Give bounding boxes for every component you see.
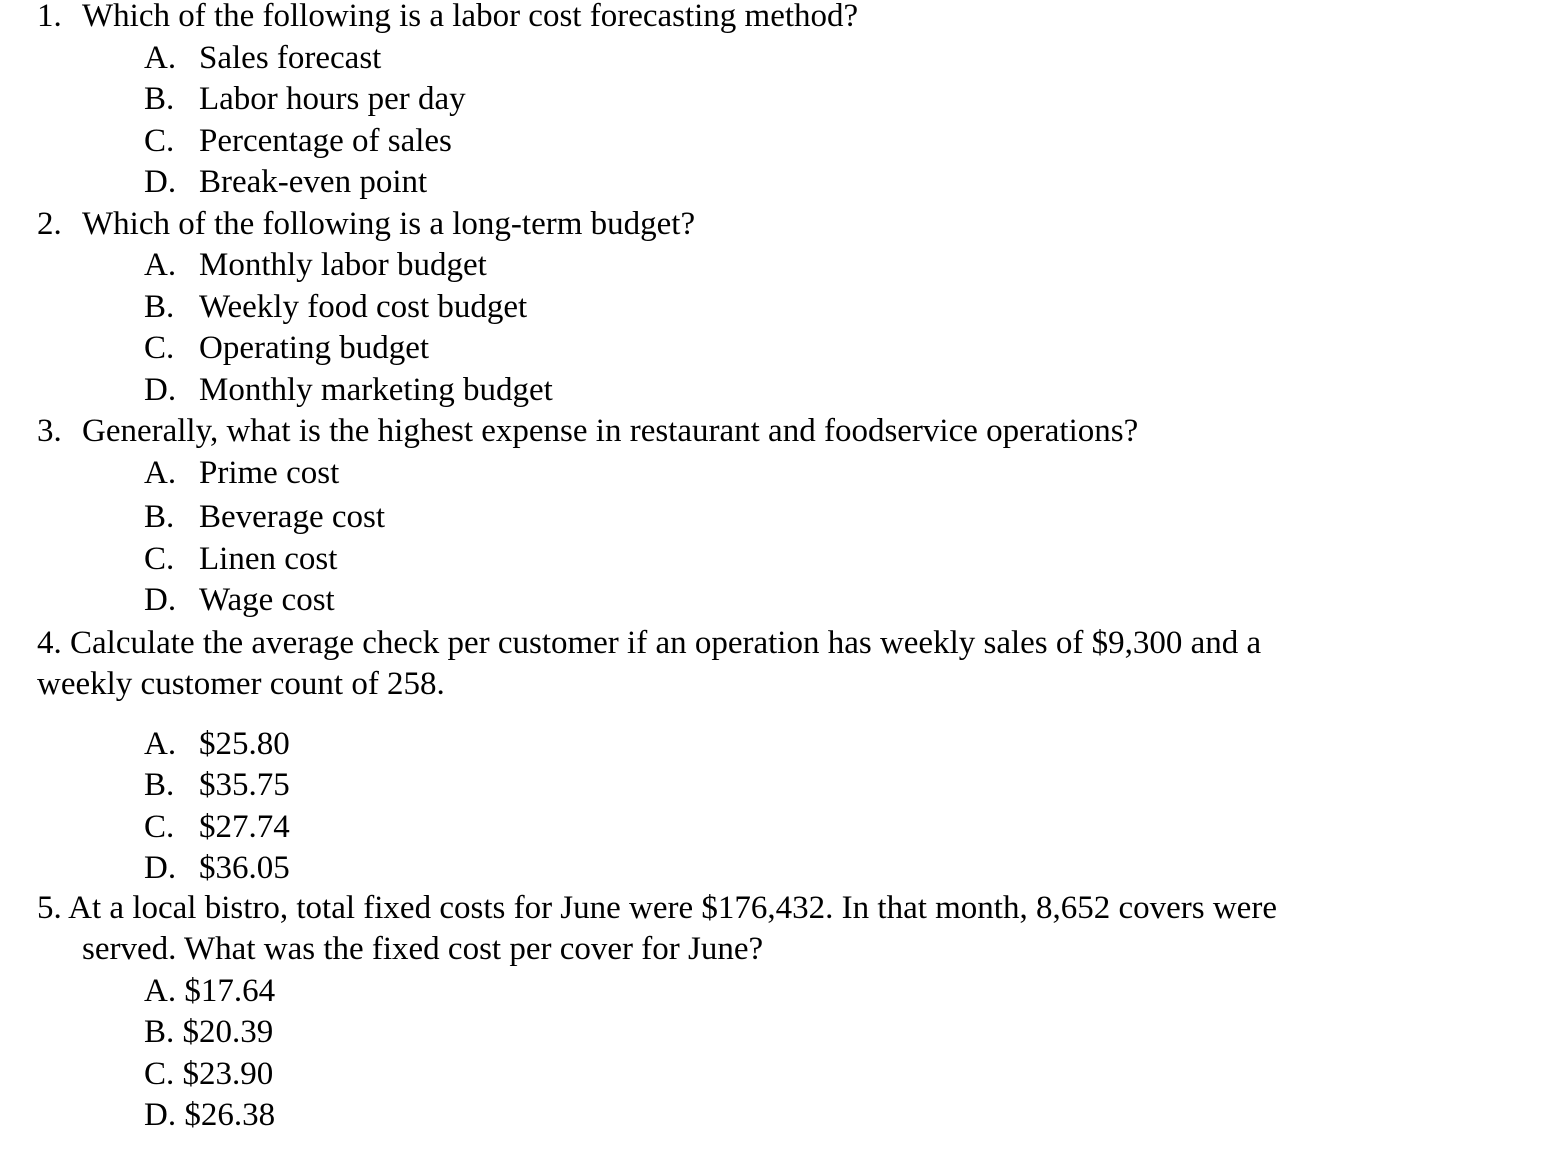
question-4-stem-line-1 [0,623,1546,665]
option-letter: D. [144,582,177,618]
question-2 [0,204,1546,412]
option-text: Linen cost [199,540,338,577]
option-letter: B. [144,81,175,117]
question-text: Generally, what is the highest expense in restaurant and foodservice operations? [82,413,1139,449]
option-4c [0,807,1546,849]
question-number: 2. [37,205,62,242]
option-3d [0,580,1546,622]
option-text: Monthly labor budget [199,247,487,283]
option-2c [0,328,1546,370]
option-3a [0,453,1546,495]
option-5c [0,1054,1546,1096]
question-text: 4. Calculate the average check per customer if an operation has weekly sales of $9,300 and a [37,624,1262,661]
option-1d [0,162,1546,204]
question-text: Which of the following is a labor cost forecasting method? [82,0,859,34]
question-5 [0,888,1546,1137]
option-text: B. $20.39 [144,1014,274,1050]
option-letter: A. [144,39,177,76]
option-5b [0,1012,1546,1054]
option-letter: B. [144,288,175,325]
question-text: Which of the following is a long-term budget? [82,205,696,242]
question-1-stem [0,0,1546,38]
option-text: Beverage cost [199,499,385,535]
option-2b [0,287,1546,329]
option-5a [0,971,1546,1013]
option-letter: D. [144,850,177,886]
question-4-stem-line-2 [0,664,1546,706]
question-4 [0,623,1546,890]
option-4d [0,848,1546,890]
option-text: Wage cost [199,582,335,618]
option-letter: D. [144,371,177,408]
option-letter: B. [144,499,175,535]
option-2a [0,245,1546,287]
option-text: $27.74 [199,808,290,845]
option-1c [0,121,1546,163]
question-text: weekly customer count of 258. [37,666,445,702]
option-letter: B. [144,767,175,803]
option-1b [0,79,1546,121]
question-5-stem-line-1 [0,888,1546,930]
option-text: Break-even point [199,164,428,200]
question-number: 1. [37,0,62,34]
option-text: $35.75 [199,767,290,803]
option-text: Sales forecast [199,39,382,76]
option-letter: C. [144,540,175,577]
option-letter: A. [144,247,177,283]
option-text: Prime cost [199,454,340,491]
option-letter: D. [144,164,177,200]
question-text: 5. At a local bistro, total fixed costs for June were $176,432. In that month, 8,652 covers were [37,889,1277,926]
question-number: 3. [37,413,62,449]
option-text: A. $17.64 [144,972,276,1009]
option-1a [0,38,1546,80]
option-3b [0,497,1546,539]
question-3-stem [0,411,1546,453]
option-text: $36.05 [199,850,290,886]
option-letter: C. [144,808,175,845]
option-3c [0,539,1546,581]
option-4b [0,765,1546,807]
option-letter: A. [144,454,177,491]
option-4a [0,724,1546,766]
question-text: served. What was the fixed cost per cover for June? [82,931,764,967]
option-text: Weekly food cost budget [199,288,528,325]
option-text: $25.80 [199,725,290,762]
question-2-stem [0,204,1546,246]
option-text: Percentage of sales [199,122,452,159]
question-5-stem-line-2 [0,929,1546,971]
option-letter: A. [144,725,177,762]
option-text: Labor hours per day [199,81,466,117]
option-text: Operating budget [199,330,430,366]
option-text: Monthly marketing budget [199,371,553,408]
option-2d [0,370,1546,412]
option-text: D. $26.38 [144,1097,276,1133]
question-1 [0,0,1546,204]
option-text: C. $23.90 [144,1055,274,1092]
option-5d [0,1095,1546,1137]
question-3 [0,411,1546,619]
option-letter: C. [144,330,175,366]
option-letter: C. [144,122,175,159]
